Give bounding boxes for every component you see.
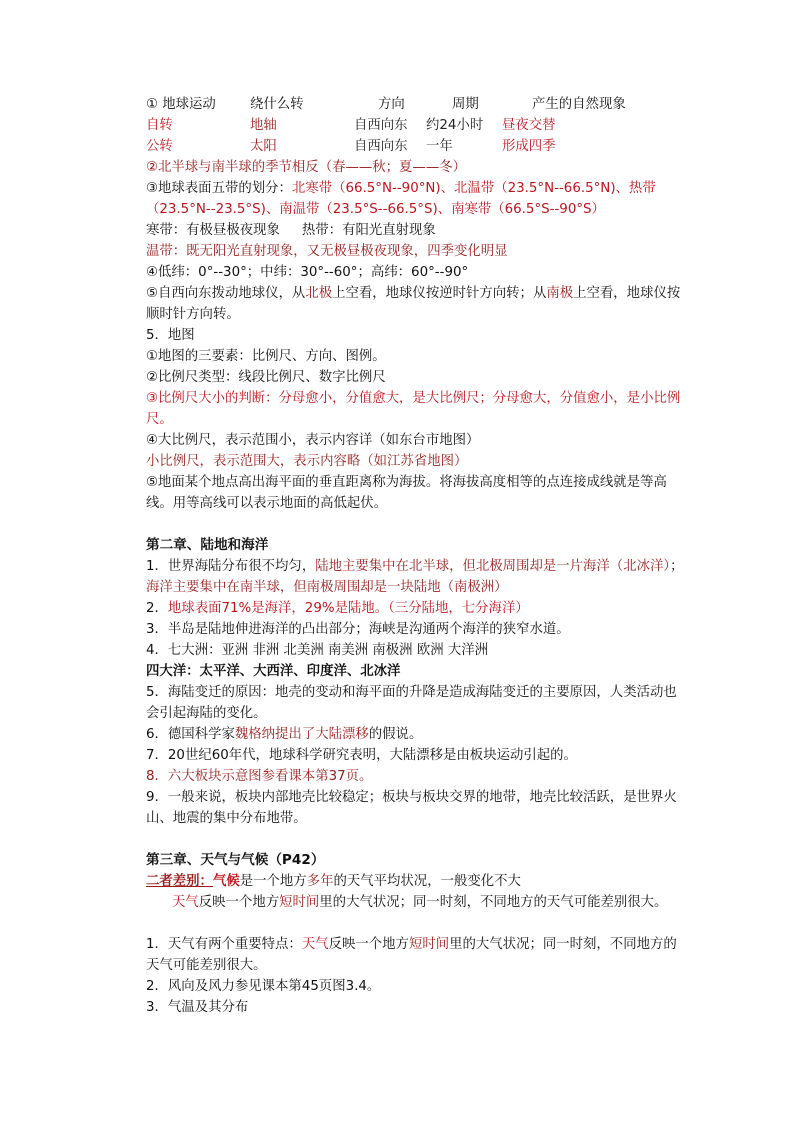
large-scale-note: ④大比例尺，表示范围小，表示内容详（如东台市地图） xyxy=(146,433,480,448)
continental-drift xyxy=(146,724,686,745)
text: 的假说。 xyxy=(368,727,423,742)
four-oceans: 四大洋：太平洋、大西洋、印度洋、北冰洋 xyxy=(146,664,401,679)
scale-types: ②比例尺类型：线段比例尺、数字比例尺 xyxy=(146,370,386,385)
season-note: ②北半球与南半球的季节相反（春——秋；夏——冬） xyxy=(146,160,466,175)
frigid-zone-note: 寒带：有极昼极夜现象 xyxy=(146,223,280,238)
land-sea-distribution xyxy=(146,556,686,598)
text: 2． xyxy=(146,601,168,616)
text: 反映一个地方 xyxy=(198,895,280,910)
zones-lead: ③地球表面五带的划分： xyxy=(146,181,292,196)
south-pole-text: 南极 xyxy=(546,286,574,301)
highlight-text: 多年 xyxy=(306,874,334,889)
weather-definition xyxy=(146,892,686,913)
diff-label: 二者差别： xyxy=(146,874,213,889)
table-header-cell: 绕什么转 xyxy=(250,97,304,112)
scale-judgement: ③比例尺大小的判断：分母愈小，分值愈大，是大比例尺；分母愈大，分值愈小，是小比例尺。 xyxy=(146,391,681,427)
motion-table-row xyxy=(146,136,686,157)
climate-zones-paragraph xyxy=(146,178,686,220)
highlight-text: 陆地主要集中在北半球，但北极周围却是一片海洋（北冰洋） xyxy=(315,559,671,574)
zones-list: 北寒带（66.5°N--90°N)、北温带（23.5°N--66.5°N)、热带（23.5°N--23.5°S)、南温带（23.5°S--66.5°S)、南寒带（66.5°S--90°S） xyxy=(146,181,656,217)
north-pole-text: 北极 xyxy=(305,286,333,301)
text: 里的大气状况；同一时刻，不同地方的天气可能差别很大。 xyxy=(146,937,677,973)
chapter-3-title: 第三章、天气与气候（P42） xyxy=(146,852,325,868)
table-cell: 一年 xyxy=(426,139,453,154)
seven-continents: 4．七大洲：亚洲 非洲 北美洲 南美洲 南极洲 欧洲 大洋洲 xyxy=(146,643,489,658)
temperate-zone-note: 温带：既无阳光直射现象，又无极昼极夜现象，四季变化明显 xyxy=(146,244,508,259)
text: ； xyxy=(670,559,684,574)
sea-land-change: 5．海陆变迁的原因：地壳的变动和海平面的升降是造成海陆变迁的主要原因，人类活动也会引起海陆的变化。 xyxy=(146,685,677,721)
table-cell: 自转 xyxy=(146,118,173,133)
plates-diagram-ref: 8．六大板块示意图参看课本第37页。 xyxy=(146,769,373,784)
text: ⑤自西向东拨动地球仪，从 xyxy=(146,286,306,301)
chapter-2-title: 第二章、陆地和海洋 xyxy=(146,537,269,553)
altitude-note: ⑤地面某个地点高出海平面的垂直距离称为海拔。将海拔高度相等的点连接成线就是等高线。用等高线可以表示地面的高低起伏。 xyxy=(146,475,667,511)
map-elements: ①地图的三要素：比例尺、方向、图例。 xyxy=(146,349,386,364)
highlight-text: 海洋主要集中在南半球，但南极周围却是一块陆地（南极洲） xyxy=(146,580,508,595)
table-cell: 约24小时 xyxy=(426,118,484,133)
small-scale-note: 小比例尺，表示范围大，表示内容略（如江苏省地图） xyxy=(146,454,468,469)
text: 6．德国科学家 xyxy=(146,727,235,742)
weather-climate-diff xyxy=(146,871,686,892)
motion-table-header xyxy=(146,94,686,115)
highlight-text: 短时间 xyxy=(279,895,320,910)
weather-word: 天气 xyxy=(172,895,199,910)
text: 上空看，地球仪按顺时针方向转。 xyxy=(146,286,681,322)
peninsula-strait: 3．半岛是陆地伸进海洋的凸出部分；海峡是沟通两个海洋的狭窄水道。 xyxy=(146,622,570,637)
highlight-text: 短时间 xyxy=(408,937,450,952)
table-cell: 形成四季 xyxy=(502,139,556,154)
table-cell: 自西向东 xyxy=(354,118,408,133)
text: 是一个地方 xyxy=(239,874,307,889)
highlight-text: 地球表面71%是海洋，29%是陆地。（三分陆地，七分海洋） xyxy=(167,601,529,616)
weather-features xyxy=(146,934,686,976)
section-5-title: 5．地图 xyxy=(146,328,195,343)
text: 里的大气状况；同一时刻，不同地方的天气可能差别很大。 xyxy=(319,895,668,910)
tropical-zone-note: 热带：有阳光直射现象 xyxy=(301,223,436,238)
temperature-title: 3．气温及其分布 xyxy=(146,1000,249,1015)
highlight-text: 魏格纳提出了大陆漂移 xyxy=(234,727,369,742)
table-cell: 太阳 xyxy=(250,139,277,154)
table-cell: 自西向东 xyxy=(354,139,408,154)
plate-tectonics: 7．20世纪60年代，地球科学研究表明，大陆漂移是由板块运动引起的。 xyxy=(146,748,577,763)
table-header-cell: 周期 xyxy=(452,97,479,112)
table-header-cell: 产生的自然现象 xyxy=(532,97,626,112)
climate-word: 气候 xyxy=(212,874,240,889)
text: 上空看，地球仪按逆时针方向转；从 xyxy=(332,286,547,301)
text: 1．世界海陆分布很不均匀， xyxy=(146,559,316,574)
latitude-ranges: ④低纬：0°--30°；中纬：30°--60°；高纬：60°--90° xyxy=(146,265,469,280)
table-cell: 公转 xyxy=(146,139,173,154)
motion-table-row xyxy=(146,115,686,136)
document-body xyxy=(146,94,686,1018)
weather-word: 天气 xyxy=(301,937,329,952)
table-cell: 地轴 xyxy=(250,118,277,133)
globe-rotation-paragraph xyxy=(146,283,686,325)
ocean-ratio xyxy=(146,598,686,619)
text: 的天气平均状况，一般变化不大 xyxy=(333,874,521,889)
zone-features xyxy=(146,220,686,241)
table-header-cell: 方向 xyxy=(378,97,405,112)
wind-note: 2．风向及风力参见课本第45页图3.4。 xyxy=(146,979,381,994)
text: 反映一个地方 xyxy=(328,937,409,952)
table-header-cell: ① 地球运动 xyxy=(146,97,216,112)
text: 1．天气有两个重要特点： xyxy=(146,937,302,952)
table-cell: 昼夜交替 xyxy=(502,118,556,133)
plate-boundaries: 9．一般来说，板块内部地壳比较稳定；板块与板块交界的地带，地壳比较活跃，是世界火山、地震的集中分布地带。 xyxy=(146,790,677,826)
